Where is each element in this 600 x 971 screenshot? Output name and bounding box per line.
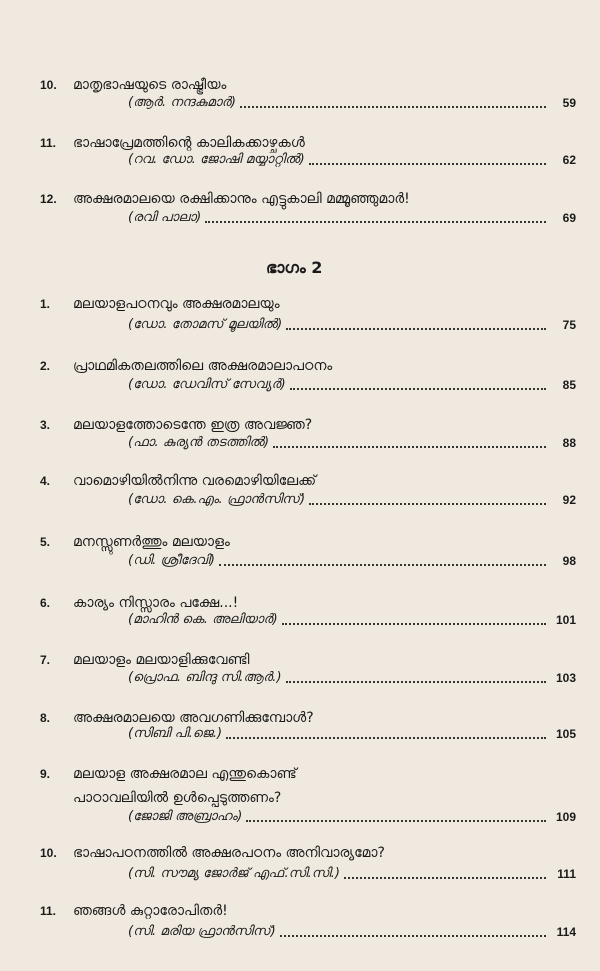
entry-author: (ആർ. നന്ദകുമാർ) xyxy=(128,95,236,110)
entry-author-row xyxy=(128,922,576,942)
entry-page-number: 88 xyxy=(562,436,576,450)
entry-author-row xyxy=(128,551,576,571)
entry-title: ഞങ്ങൾ കുറ്റാരോപിതർ! xyxy=(73,903,228,919)
dot-leader xyxy=(246,820,546,822)
entry-number: 1. xyxy=(40,297,51,311)
entry-page-number: 92 xyxy=(562,493,576,507)
entry-number: 4. xyxy=(40,474,51,488)
entry-title: ഭാഷാപഠനത്തിൽ അക്ഷരപഠനം അനിവാര്യമോ? xyxy=(73,845,385,861)
entry-title: മലയാളത്തോടെന്തേ ഇത്ര അവജ്ഞ? xyxy=(73,417,313,433)
entry-author: (ഡി. ശ്രീദേവി) xyxy=(128,553,215,568)
entry-author-row xyxy=(128,375,576,395)
entry-title: മലയാളപഠനവും അക്ഷരമാലയും xyxy=(73,296,280,312)
entry-title: മലയാള അക്ഷരമാല എന്തുകൊണ്ട് xyxy=(73,766,297,782)
entry-number: 11. xyxy=(40,904,57,918)
dot-leader xyxy=(273,446,546,448)
entry-title-line2: പാഠാവലിയിൽ ഉൾപ്പെടുത്തണം? xyxy=(73,790,282,806)
entry-title: കാര്യം നിസ്സാരം പക്ഷേ...! xyxy=(73,595,239,611)
dot-leader xyxy=(280,935,546,937)
entry-author: (സി. സൗമ്യ ജോർജ് എഫ്.സി.സി.) xyxy=(128,866,340,881)
dot-leader xyxy=(226,737,546,739)
entry-author: (ജോജി അബ്രാഹം) xyxy=(128,809,243,824)
entry-title: വാമൊഴിയിൽനിന്നു വരമൊഴിയിലേക്ക് xyxy=(73,473,317,489)
dot-leader xyxy=(344,877,546,879)
entry-author-row xyxy=(128,807,576,827)
entry-page-number: 109 xyxy=(555,810,576,824)
entry-page-number: 62 xyxy=(562,153,576,167)
entry-page-number: 85 xyxy=(562,378,576,392)
dot-leader xyxy=(286,681,546,683)
entry-number: 10. xyxy=(40,78,57,92)
entry-author: (മാഹിൻ കെ. അലിയാർ) xyxy=(128,612,278,627)
dot-leader xyxy=(205,221,546,223)
entry-number: 9. xyxy=(40,767,51,781)
entry-number: 5. xyxy=(40,535,51,549)
entry-page-number: 69 xyxy=(562,211,576,225)
entry-author: (സി. മരിയ ഫ്രാൻസിസ്) xyxy=(128,924,276,939)
entry-page-number: 59 xyxy=(562,96,576,110)
dot-leader xyxy=(309,503,546,505)
entry-author-row xyxy=(128,724,576,744)
entry-author: (രവി പാലാ) xyxy=(128,210,202,225)
entry-number: 10. xyxy=(40,846,57,860)
dot-leader xyxy=(240,106,546,108)
entry-author: (ഡോ. തോമസ് മൂലയിൽ) xyxy=(128,317,283,332)
entry-number: 8. xyxy=(40,711,51,725)
entry-title: അക്ഷരമാലയെ അവഗണിക്കുമ്പോൾ? xyxy=(73,710,314,726)
entry-author-row xyxy=(128,610,576,630)
entry-page-number: 114 xyxy=(556,925,576,939)
entry-author-row xyxy=(128,208,576,228)
entry-author-row xyxy=(128,668,576,688)
entry-title: മനസ്സുണർത്തും മലയാളം xyxy=(73,534,230,550)
entry-author-row xyxy=(128,315,576,335)
entry-author: (പ്രൊഫ. ബിന്ദു സി.ആർ.) xyxy=(128,670,282,685)
entry-number: 7. xyxy=(40,653,51,667)
dot-leader xyxy=(309,163,546,165)
entry-page-number: 75 xyxy=(562,318,576,332)
entry-title: ഭാഷാപ്രേമത്തിന്റെ കാലികക്കാഴ്ചകൾ xyxy=(73,135,305,151)
dot-leader xyxy=(286,328,546,330)
entry-page-number: 111 xyxy=(557,867,576,881)
entry-author: (ഫാ. കുര്യൻ തടത്തിൽ) xyxy=(128,435,270,450)
entry-author-row xyxy=(128,433,576,453)
dot-leader xyxy=(290,388,546,390)
entry-author: (ഡോ. ഡേവിസ് സേവ്യർ) xyxy=(128,377,286,392)
entry-number: 3. xyxy=(40,418,51,432)
entry-title: പ്രാഥമികതലത്തിലെ അക്ഷരമാലാപഠനം xyxy=(73,358,333,374)
entry-page-number: 103 xyxy=(555,671,576,685)
entry-number: 6. xyxy=(40,596,51,610)
dot-leader xyxy=(282,623,546,625)
entry-author-row xyxy=(128,93,576,113)
entry-author-row xyxy=(128,490,576,510)
entry-title: അക്ഷരമാലയെ രക്ഷിക്കാനും എട്ടുകാലി മമ്മൂഞ്ഞുമാർ! xyxy=(73,191,410,207)
entry-number: 2. xyxy=(40,359,51,373)
entry-author-row xyxy=(128,864,576,884)
entry-author: (റവ. ഡോ. ജോഷി മയ്യാറ്റിൽ) xyxy=(128,152,305,167)
part-heading: ഭാഗം 2 xyxy=(266,258,323,277)
entry-title: മാതൃഭാഷയുടെ രാഷ്ട്രീയം xyxy=(73,77,227,93)
entry-author: (ഡോ. കെ.എം. ഫ്രാൻസിസ്) xyxy=(128,492,306,507)
entry-author: (സിബി പി.ജെ.) xyxy=(128,726,223,741)
entry-page-number: 105 xyxy=(555,727,576,741)
entry-page-number: 98 xyxy=(562,554,576,568)
entry-number: 11. xyxy=(40,136,57,150)
entry-page-number: 101 xyxy=(555,613,576,627)
entry-author-row xyxy=(128,150,576,170)
dot-leader xyxy=(219,564,546,566)
entry-title: മലയാളം മലയാളിക്കുവേണ്ടി xyxy=(73,652,250,668)
entry-number: 12. xyxy=(40,192,57,206)
